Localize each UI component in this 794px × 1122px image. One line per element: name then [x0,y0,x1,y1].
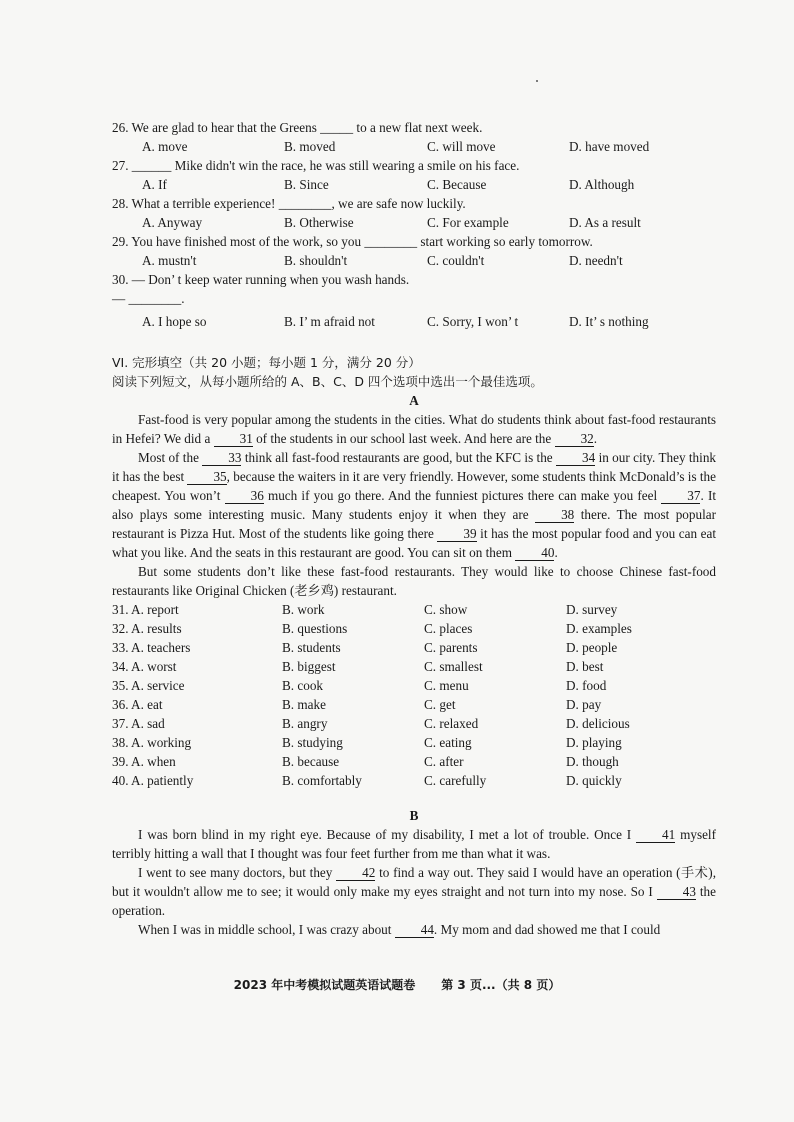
passage-b-paragraph-3: When I was in middle school, I was crazy about 44. My mom and dad showed me that I could [138,922,661,937]
choice-row-37: 37. A. sad B. angry C. relaxed D. delicious [112,716,630,731]
choice-row-32: 32. A. results B. questions C. places D. examples [112,621,632,636]
blank-38: 38 [535,508,574,523]
option: C. Sorry, I won’ t [427,314,519,329]
option: C. Because [427,177,487,192]
choice-row-35: 35. A. service B. cook C. menu D. food [112,678,607,693]
exam-content [112,118,716,939]
option: B. moved [284,139,336,154]
option: D. needn't [569,253,623,268]
choice-row-36: 36. A. eat B. make C. get D. pay [112,697,602,712]
choice-row-38: 38. A. working B. studying C. eating D. playing [112,735,622,750]
choice-row-33: 33. A. teachers B. students C. parents D. people [112,640,618,655]
page-footer [0,976,794,993]
option: A. I hope so [142,314,207,329]
blank-33: 33 [202,451,241,466]
option: D. It’ s nothing [569,314,649,329]
blank-43: 43 [657,885,696,900]
question-27-options [142,175,716,194]
footer-title: 2023 年中考模拟试题英语试题卷 [233,978,416,992]
option: A. Anyway [142,215,203,230]
blank-41: 41 [636,828,675,843]
blank-39: 39 [437,527,476,542]
option: B. Since [284,177,329,192]
question-29-stem: 29. You have finished most of the work, so you ________ start working so early tomorrow. [112,234,593,249]
mcq-section [112,118,716,331]
blank-36: 36 [225,489,264,504]
question-28-options [142,213,716,232]
section-title: VI. 完形填空（共 20 小题；每小题 1 分，满分 20 分） [112,355,421,370]
blank-31: 31 [214,432,253,447]
question-26-options [142,137,716,156]
option: D. As a result [569,215,641,230]
scan-speck [536,80,538,82]
question-27-stem: 27. ______ Mike didn't win the race, he was still wearing a smile on his face. [112,158,520,173]
option: B. Otherwise [284,215,354,230]
passage-a-paragraph-1: Fast-food is very popular among the students in the cities. What do students think about fast-food restaurants in Hefei? We did a 31 of the students in our school last week. And here are the 32. [112,412,716,446]
option: B. shouldn't [284,253,348,268]
passage-b-label: B [409,808,419,823]
option: B. I’ m afraid not [284,314,375,329]
option: A. mustn't [142,253,197,268]
option: A. move [142,139,188,154]
passage-a-label: A [409,393,419,408]
option: C. couldn't [427,253,485,268]
cloze-choices [112,600,716,790]
choice-row-39: 39. A. when B. because C. after D. though [112,754,619,769]
option: D. have moved [569,139,650,154]
passage-b-paragraph-2: I went to see many doctors, but they 42 to find a way out. They said I would have an operation (手术), but it wouldn't allow me to see; it would only make my eyes straight and not turn into my nose. So I 43 the operation. [112,865,716,918]
option: C. will move [427,139,496,154]
choice-row-31: 31. A. report B. work C. show D. survey [112,602,618,617]
question-30-options [142,312,716,331]
question-26-stem: 26. We are glad to hear that the Greens _____ to a new flat next week. [112,120,483,135]
blank-32: 32 [555,432,594,447]
option: A. If [142,177,167,192]
question-30-reply: — ________. [112,291,185,306]
option: C. For example [427,215,509,230]
passage-b-paragraph-1: I was born blind in my right eye. Because of my disability, I met a lot of trouble. Once I 41 myself terribly hitting a wall that I thought was four feet further from me than what it was. [112,827,716,861]
option: D. Although [569,177,635,192]
blank-40: 40 [515,546,554,561]
question-29-options [142,251,716,270]
blank-44: 44 [395,923,434,938]
passage-a-paragraph-2: Most of the 33 think all fast-food restaurants are good, but the KFC is the 34 in our city. They think it has the best 35, because the waiters in it are very friendly. However, some students think McDonald’s is the cheapest. You won’t 36 much if you go there. And the funniest pictures there can make you feel 37. It also plays some interesting music. Many students enjoy it when they are 38 there. The most popular restaurant is Pizza Hut. Most of the students like going there 39 it has the most popular food and you can eat what you like. And the seats in this restaurant are good. You can sit on them 40. [112,450,717,560]
blank-35: 35 [187,470,226,485]
blank-37: 37 [661,489,700,504]
section-instruction: 阅读下列短文，从每小题所给的 A、B、C、D 四个选项中选出一个最佳选项。 [112,374,543,389]
blank-42: 42 [336,866,375,881]
blank-34: 34 [556,451,595,466]
question-30-stem: 30. — Don’ t keep water running when you wash hands. [112,272,410,287]
choice-row-34: 34. A. worst B. biggest C. smallest D. best [112,659,604,674]
passage-a-paragraph-3: But some students don’t like these fast-food restaurants. They would like to choose Chinese fast-food restaurants like Original Chicken (老乡鸡) restaurant. [112,564,716,598]
footer-page-number: 第 3 页...（共 8 页） [441,978,561,992]
choice-row-40: 40. A. patiently B. comfortably C. carefully D. quickly [112,773,622,788]
question-28-stem: 28. What a terrible experience! ________, we are safe now luckily. [112,196,466,211]
